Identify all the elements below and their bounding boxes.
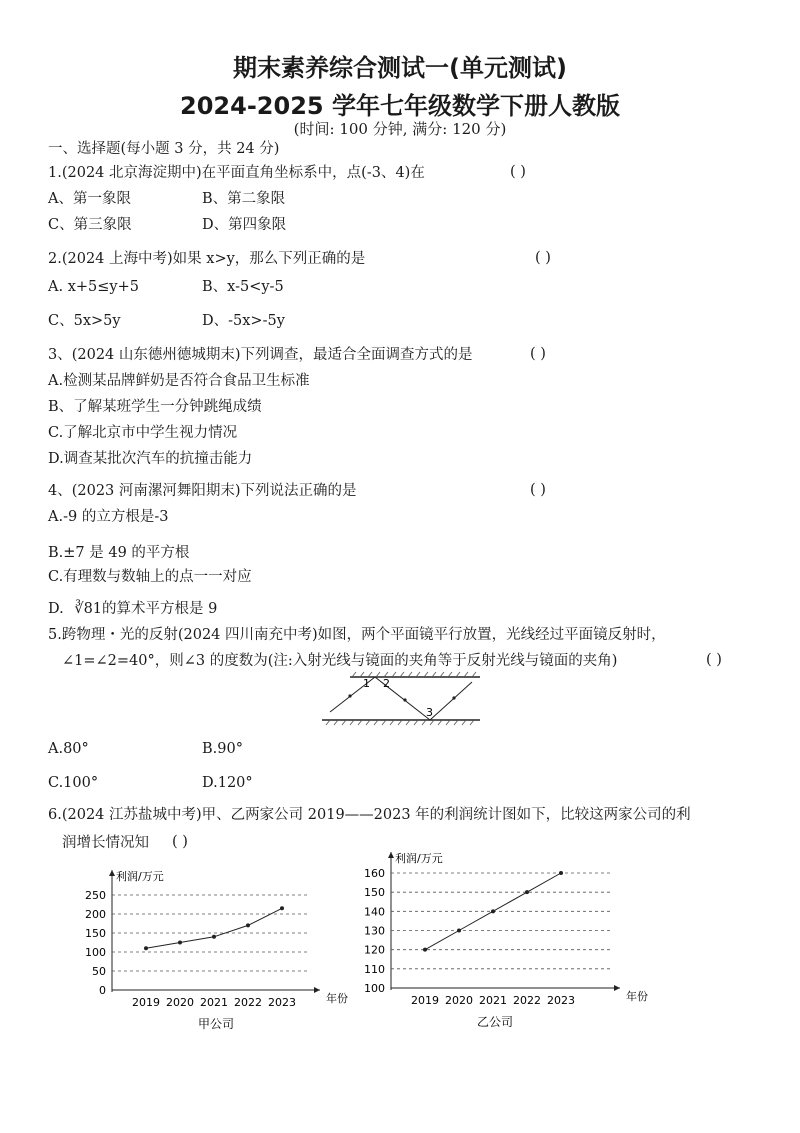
q4-option-d: [48, 600, 217, 618]
q3-option-c: C.了解北京市中学生视力情况: [48, 425, 238, 441]
x-tick-label: 2021: [479, 994, 507, 1007]
q4-stem: 4、(2023 河南漯河舞阳期末)下列说法正确的是: [48, 483, 357, 499]
q2-option-c: C、5x>5y: [48, 313, 121, 329]
angle-3-label: 3: [426, 706, 433, 719]
section-heading: 一、选择题(每小题 3 分，共 24 分): [48, 141, 280, 157]
q3-option-a: A.检测某品牌鲜奶是否符合食品卫生标准: [48, 373, 310, 389]
x-tick-label: 2021: [200, 996, 228, 1009]
exam-meta: (时间: 100 分钟, 满分: 120 分): [293, 120, 507, 138]
q2-stem: 2.(2024 上海中考)如果 x>y，那么下列正确的是: [48, 251, 366, 267]
data-point: [144, 946, 148, 950]
y-axis-arrow: [388, 852, 394, 858]
angle-1-label: 1: [363, 677, 370, 690]
x-axis-arrow: [314, 987, 320, 993]
data-point: [212, 935, 216, 939]
q4-option-a: A.-9 的立方根是-3: [48, 509, 169, 525]
x-tick-label: 2023: [268, 996, 296, 1009]
q1-option-c: C、第三象限: [48, 217, 132, 233]
chart-company-yi: [355, 846, 648, 1036]
y-tick-label: 150: [364, 886, 385, 900]
y-tick-label: 110: [364, 962, 385, 976]
q2-option-b: B、x-5<y-5: [202, 279, 284, 295]
y-tick-label: 120: [364, 943, 385, 957]
q4-option-c: C.有理数与数轴上的点一一对应: [48, 569, 252, 585]
x-tick-label: 2020: [166, 996, 194, 1009]
y-tick-label: 250: [85, 889, 106, 902]
light-ray: [330, 677, 472, 720]
cube-root-expression: ∛81: [74, 601, 103, 617]
data-point: [280, 906, 284, 910]
data-point: [423, 948, 427, 952]
y-axis-label: 利润/万元: [395, 852, 443, 865]
q2-answer-bracket: ( ): [535, 250, 551, 266]
mirror-reflection-figure: [320, 672, 495, 734]
q4-option-d-suffix: 的算术平方根是 9: [102, 601, 218, 617]
q5-option-d: D.120°: [202, 775, 253, 791]
q5-option-b: B.90°: [202, 741, 243, 757]
ray-arrow-dot: [403, 698, 406, 701]
q1-answer-bracket: ( ): [510, 164, 526, 180]
q4-option-d-prefix: D.: [48, 601, 64, 617]
data-point: [246, 923, 250, 927]
y-axis-label: 利润/万元: [116, 870, 164, 883]
x-tick-label: 2022: [234, 996, 262, 1009]
q5-stem-line2: ∠1=∠2=40°，则∠3 的度数为(注:入射光线与镜面的夹角等于反射光线与镜面的夹角): [62, 653, 618, 669]
q1-stem: 1.(2024 北京海淀期中)在平面直角坐标系中，点(-3、4)在: [48, 165, 425, 181]
q5-option-c: C.100°: [48, 775, 99, 791]
y-tick-label: 100: [85, 946, 106, 959]
q5-answer-bracket: ( ): [706, 652, 722, 668]
x-tick-label: 2022: [513, 994, 541, 1007]
q4-answer-bracket: ( ): [530, 482, 546, 498]
y-tick-label: 50: [92, 965, 106, 978]
y-tick-label: 0: [99, 984, 106, 997]
data-point: [559, 871, 563, 875]
x-axis-label: 年份: [626, 990, 648, 1003]
data-point: [178, 941, 182, 945]
q2-option-a: A. x+5≤y+5: [48, 279, 139, 295]
y-tick-label: 100: [364, 982, 385, 995]
q6-stem-line1: 6.(2024 江苏盐城中考)甲、乙两家公司 2019——2023 年的利润统计图如下，比较这两家公司的利: [48, 807, 691, 823]
ray-arrow-dot: [452, 696, 455, 699]
q3-option-b: B、了解某班学生一分钟跳绳成绩: [48, 399, 262, 415]
y-axis-arrow: [109, 870, 115, 876]
data-point: [491, 909, 495, 913]
q2-option-d: D、-5x>-5y: [202, 313, 285, 329]
chart-title: 乙公司: [476, 1015, 514, 1029]
x-tick-label: 2019: [132, 996, 160, 1009]
angle-2-label: 2: [383, 677, 390, 690]
x-tick-label: 2023: [547, 994, 575, 1007]
y-tick-label: 150: [85, 927, 106, 940]
x-tick-label: 2020: [445, 994, 473, 1007]
y-tick-label: 160: [364, 867, 385, 880]
q5-stem-line1: 5.跨物理・光的反射(2024 四川南充中考)如图，两个平面镜平行放置，光线经过平面镜反射时，: [48, 627, 666, 643]
q4-option-b: B.±7 是 49 的平方根: [48, 545, 190, 561]
q3-stem: 3、(2024 山东德州德城期末)下列调查，最适合全面调查方式的是: [48, 347, 473, 363]
y-tick-label: 130: [364, 924, 385, 938]
q5-option-a: A.80°: [48, 741, 89, 757]
x-tick-label: 2019: [411, 994, 439, 1007]
q1-option-b: B、第二象限: [202, 191, 286, 207]
q1-option-a: A、第一象限: [48, 191, 131, 207]
bottom-mirror-hatching: [326, 720, 474, 725]
ray-arrow-dot: [348, 694, 351, 697]
q6-stem-line2: 润增长情况知: [62, 835, 149, 851]
y-tick-label: 200: [85, 908, 106, 921]
page-subtitle: 2024-2025 学年七年级数学下册人教版: [180, 92, 620, 120]
y-tick-label: 140: [364, 905, 385, 919]
x-axis-arrow: [614, 985, 620, 991]
data-point: [525, 890, 529, 894]
chart-title: 甲公司: [197, 1017, 235, 1031]
chart-company-jia: [70, 862, 360, 1032]
q3-option-d: D.调查某批次汽车的抗撞击能力: [48, 451, 253, 467]
x-axis-label: 年份: [326, 992, 348, 1005]
data-point: [457, 929, 461, 933]
q6-answer-bracket: ( ): [172, 834, 188, 850]
q1-option-d: D、第四象限: [202, 217, 287, 233]
q3-answer-bracket: ( ): [530, 346, 546, 362]
top-mirror-hatching: [352, 672, 476, 677]
page-title: 期末素养综合测试一(单元测试): [233, 54, 567, 82]
